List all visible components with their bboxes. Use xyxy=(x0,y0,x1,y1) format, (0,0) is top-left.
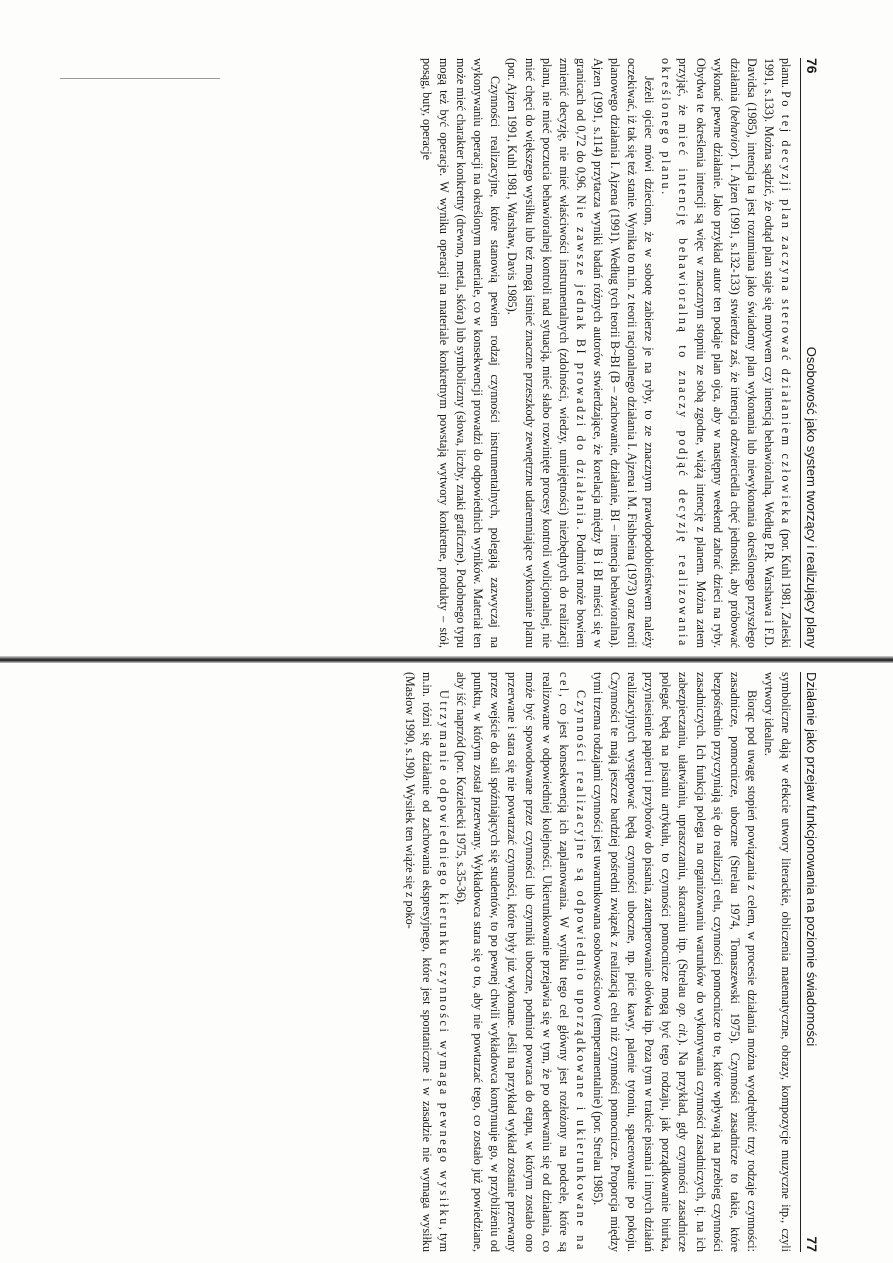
spaced-emphasis-text: Utrzymanie odpowiedniego kierunku czynności wymaga pewnego wysiłku xyxy=(437,690,452,1227)
text-run: . Podmiot może bowiem zmienić decyzję, nie mieć właściwości instrumentalnych (zdolności, wiedzy, umiejętności) niezbędnych do realizacji planu, nie mieć poczucia behawioralnej kontroli nad sytuacją, mieć słabo rozwinięte procesy kontroli wolicjonalnej, nie mieć chęci do większego wysiłku lub też mogą istnieć znaczne przeszkody zewnętrzne udaremniające wykonanie planu (por. Ajzen 1991, Kuhl 1981, Warshaw, Davis 1985). xyxy=(505,58,588,648)
spaced-emphasis-text: Nie zawsze jednak BI prowadzi do działania xyxy=(573,195,588,527)
text-run: ). I. Ajzen (1991, s.132-133) stwierdza zaś, że intencja odzwierciedla chęć jednostki, aby próbować wykonać pewne działanie. Jako przykład autor ten podaje plan ojca, aby w następny weekend zabrać dzieci na ryby. Obydwa te określenia intencji są więc w znacznym stopniu ze sobą zgodne, wiążą intencję z planem. Można zatem przyjąć, że xyxy=(676,58,742,648)
left-page xyxy=(185,58,820,648)
text-run: symboliczne dają w efekcie utwory literackie, obliczenia matematyczne, obrazy, kompozycje muzyczne itp., czyli wytwory idealne. xyxy=(761,672,793,1252)
left-running-head: Osobowość jako system tworzący i realizujący plany xyxy=(804,346,820,648)
text-run: Jeżeli ojciec mówi dzieciom, że w sobotę zabierze je na ryby, to ze znacznym prawdopodobieństwem należy oczekiwać, iż tak się też stanie. Wynika to m.in. z teorii racjonalnego działania I. Ajzena i M. Fishbeina (1973) oraz teorii planowego działania I. Ajzena (1991). Według tych teorii B~BI (B – zachowanie, działanie, BI – intencja behawioralna). Ajzen (1991, s.114) przytacza wyniki badań różnych autorów stwierdzające, że korelacja między B i BI mieści się w granicach od 0,72 do 0,96. xyxy=(573,58,657,648)
book-gutter xyxy=(0,656,893,663)
left-page-number: 76 xyxy=(804,58,820,74)
right-page-number: 77 xyxy=(804,1236,820,1252)
paragraph xyxy=(760,672,794,1252)
text-run: planu. xyxy=(779,58,793,92)
left-page-header xyxy=(800,58,820,648)
italic-text: op. cit. xyxy=(676,1002,691,1039)
text-run: , co jest konsekwencją ich zaplanowania. W wyniku tego cel główny jest rozłożony na podcele, które są realizowane w odpowiedniej kolejności. Ukierunkowanie przejawia się w tym, że po oderwaniu się od działania, co może być spowodowane przez czynności lub czynniki uboczne, podmiot powraca do etapu, w którym zostało ono przerwane i stara się nie powtarzać czynności, które były już wykonane. Jeśli na przykład wykład zostanie przerwany przez wejście do sali spóźniających się studentów, to po pewnej chwili wykładowca kontynuuje go, w przybliżeniu od punktu, w którym został przerwany. Wykładowca stara się o to, aby nie powtarzać tego, co zostało już powiedziane, aby iść naprzód (por. Kozielecki 1975, s.35-36). xyxy=(454,672,571,1252)
paragraph xyxy=(401,672,452,1252)
right-page-header xyxy=(800,672,820,1252)
text-run: Czynności realizacyjne, które stanowią pewien rodzaj czynności instrumentalnych, polegają zazwyczaj na wykonywaniu operacji na określonym materiale, co w konsekwencji prowadzi do odpowiednich wyników. Materiał ten może mieć charakter konkretny (drewno, metal, skóra) lub symboliczny (słowa, liczby, znaki graficzne). Podobnego typu mogą też być operacje. W wyniku operacji na materiale konkretnym powstają wytwory konkretne, produkty – stół, posąg, buty, operacje xyxy=(420,58,503,648)
right-page-body xyxy=(401,672,794,1252)
text-run: (por. Kuhl 1981, Zaleski 1991, s.133). Można sądzić, że odtąd plan staje się motywem czy intencją behawioralną. Według P.R. Warshawa i F.D. Davidsa (1985), intencja ta jest rozumiana jako świadomy plan wykonania lub niewykonania określonego przyszłego działania ( xyxy=(727,58,793,648)
paragraph xyxy=(452,672,589,1252)
left-page-body xyxy=(418,58,794,648)
paragraph xyxy=(589,672,760,1252)
text-run: . xyxy=(659,191,674,195)
paragraph xyxy=(418,58,503,648)
spaced-emphasis-text: Po tej decyzji plan zaczyna sterować działaniem człowieka xyxy=(779,91,793,526)
spaced-emphasis-text: Czynności realizacyjne są odpowiednio uporządkowane i ukierunkowane na cel xyxy=(556,672,588,1252)
text-run: , tym m.in. różni się działanie od zachowania ekspresyjnego, które jest spontaniczne i w zasadzie nie wymaga wysiłku (Masłow 1990, s.190). Wysiłek ten wiąże się z poko- xyxy=(402,672,452,1252)
italic-text: behavior xyxy=(727,109,742,153)
text-run: Biorąc pod uwagę stopień powiązania z celem, w procesie działania można wyodrębnić trzy rodzaje czynności: zasadnicze, pomocnicze, uboczne (Strelau 1974, Tomaszewski 1975). Czynności zasadnicze to takie, które bezpośrednio przyczyniają się do realizacji celu, czynności pomocnicze to te, które wpływają na przebieg czynności zasadniczych. Ich funkcja polega na organizowaniu warunków do wykonywania czynności zasadniczych, tj. na ich zabezpieczaniu, ułatwianiu, upraszczaniu, skracaniu itp. (Strelau xyxy=(676,672,759,1252)
paragraph xyxy=(657,58,794,648)
paragraph xyxy=(503,58,657,648)
text-run: ). Na przykład, gdy czynności zasadnicze polegać będą na pisaniu artykułu, to czynności pomocnicze mogą być tego rodzaju, jak porządkowanie biurka, przyniesienie papieru i przyborów do pisania, zatemperowanie ołówka itp. Poza tym w trakcie pisania i innych działań realizacyjnych występować będą czynności uboczne, np. picie kawy, palenie tytoniu, spacerowanie po pokoju. Czynności te mają jeszcze bardziej pośredni związek z realizacją celu niż czynności pomocnicze. Proporcja między tymi trzema rodzajami czynności jest uwarunkowana osobowościowo (temperamentalnie) (por. Strelau 1985). xyxy=(590,672,691,1252)
spaced-emphasis-text: mieć intencję behawioralną to znaczy podjąć decyzję realizowania określonego planu xyxy=(659,58,691,648)
right-running-head: Działanie jako przejaw funkcjonowania na poziomie świadomości xyxy=(804,672,820,1047)
right-page xyxy=(210,672,820,1252)
